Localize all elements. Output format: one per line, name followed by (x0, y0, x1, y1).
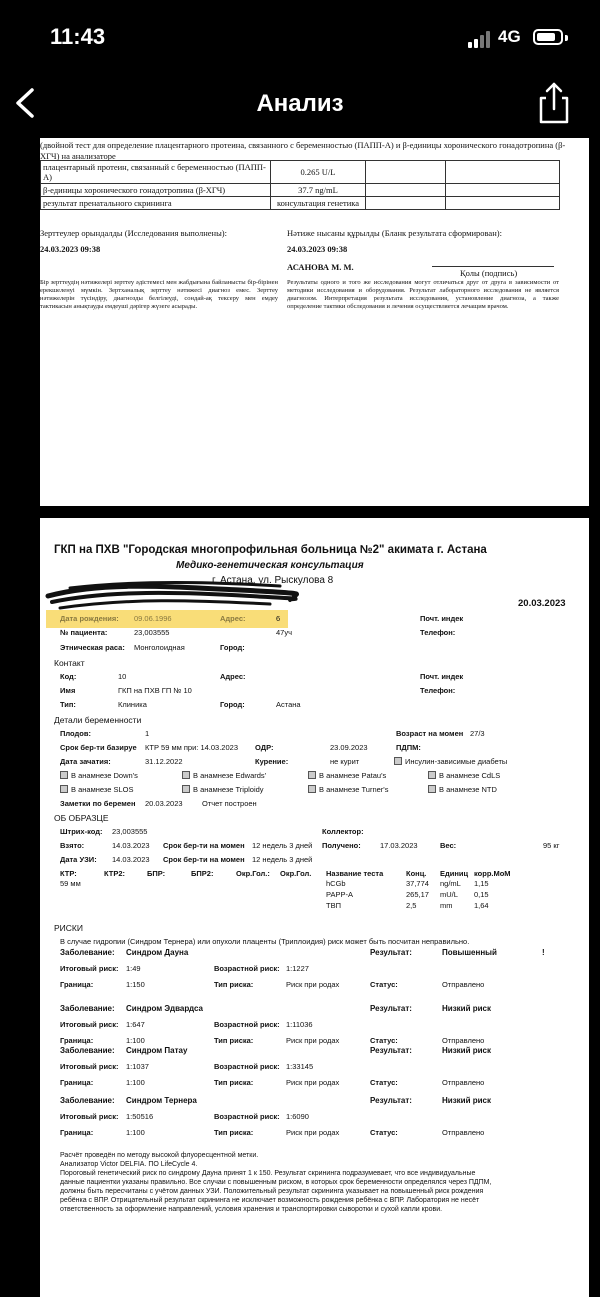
test-name: PAPP-A (326, 890, 353, 899)
history-label: В анамнезе Edwards' (193, 771, 267, 780)
footer-line: ответственность за оформление направлений, условия хранения и транспортировки сыворотки и сухой капли крови. (60, 1206, 443, 1213)
smoking-value: не курит (330, 757, 360, 766)
conception-value: 31.12.2022 (145, 757, 183, 766)
disease-label: Заболевание: (60, 1004, 115, 1013)
us-term-label: Срок бер-ти на момен (163, 855, 245, 864)
risk-type-value: Риск при родах (286, 1036, 340, 1045)
status-value: Отправлено (442, 980, 485, 989)
redaction-scribble (40, 576, 300, 614)
done-label: Зерттеулер орындалды (Исследования выполнены): (40, 228, 227, 238)
warning-mark: ! (542, 948, 545, 957)
report-date: 20.03.2023 (518, 598, 566, 609)
result-label: Результат: (370, 1046, 412, 1055)
col-bpr: БПР: (147, 869, 166, 878)
contact-city-value: Астана (276, 700, 301, 709)
battery-icon (533, 29, 563, 45)
border-label: Граница: (60, 1128, 94, 1137)
nav-bar (0, 70, 600, 138)
footer-line: Расчёт проведён по методу высокой флуоресцентной метки. (60, 1152, 259, 1159)
age-risk-label: Возрастной риск: (214, 1112, 280, 1121)
border-value: 1:100 (126, 1078, 145, 1087)
weight-value: 95 кг (543, 841, 560, 850)
age-risk-value: 1:11036 (286, 1020, 313, 1029)
dob-value: 09.06.1996 (134, 614, 172, 623)
age-risk-value: 1:33145 (286, 1062, 314, 1071)
test-unit: mU/L (440, 890, 458, 899)
signal-icon (468, 30, 490, 48)
us-date-value: 14.03.2023 (112, 855, 150, 864)
test-conc: 265,17 (406, 890, 429, 899)
border-value: 1:100 (126, 1128, 145, 1137)
status-label: Статус: (370, 980, 398, 989)
history-label: В анамнезе CdLS (439, 771, 501, 780)
col-unit: Единиц (440, 869, 469, 878)
test-value: 0.265 U/L (271, 161, 366, 184)
border-label: Граница: (60, 980, 94, 989)
col-ktr: КТР: (60, 869, 77, 878)
result-label: Результат: (370, 1096, 412, 1105)
address-value: 6 (276, 614, 281, 623)
age-value: 27/3 (470, 729, 485, 738)
contact-phone-label: Телефон: (420, 686, 456, 695)
age-label: Возраст на момен (396, 729, 464, 738)
note-kazakh: Бір зерттеудің нәтижелері зерттеу әдістемесі мен жабдығына байланысты бір-бірінен ерекшеленуі мүмкін. Зертханалық зерттеу нәтижесі диагноз емес. Зерттеу нәтижелерін түсіндіру, диагнозды белгілеуді, сондай-ақ тексеру мен емдеу тактикасын анықтауды емдеуші дәрігер жүзеге асырады. (40, 279, 278, 310)
risks-section-title: РИСКИ (54, 923, 83, 933)
city-label: Город: (220, 643, 245, 652)
hospital-address: г. Астана, ул. Рыскулова 8 (212, 575, 334, 586)
disease-label: Заболевание: (60, 1096, 115, 1105)
received-label: Получено: (322, 841, 361, 850)
diabetes-label: Инсулин-зависимые диабеты (405, 757, 508, 766)
fetus-value: 1 (145, 729, 150, 738)
type-value: Клиника (118, 700, 147, 709)
table-row (41, 161, 560, 184)
risk-type-label: Тип риска: (214, 1036, 254, 1045)
test-name: hCGb (326, 879, 346, 888)
address-value-2: 47уч (276, 628, 292, 637)
test-name: β-единицы хоронического гонадотропина (β-ХГЧ) (41, 184, 271, 197)
history-checkbox (308, 771, 386, 780)
total-risk-label: Итоговый риск: (60, 1112, 119, 1121)
status-time: 11:43 (50, 24, 106, 49)
result-value: Низкий риск (442, 1046, 491, 1055)
test-conc: 37,774 (406, 879, 429, 888)
signature-line (432, 266, 554, 267)
pdpm-label: ПДПМ: (396, 743, 421, 752)
sample-term-label: Срок бер-ти на момен (163, 841, 245, 850)
history-checkbox (60, 785, 134, 794)
status-label: Статус: (370, 1078, 398, 1087)
home-indicator[interactable] (195, 1276, 405, 1282)
col-conc: Конц. (406, 869, 427, 878)
col-head-circ: Окр.Гол.: (236, 869, 270, 878)
total-risk-label: Итоговый риск: (60, 1062, 119, 1071)
contact-section-title: Контакт (54, 658, 85, 668)
form-label: Нәтиже нысаны құрылды (Бланк результата сформирован): (287, 228, 502, 238)
history-label: В анамнезе NTD (439, 785, 497, 794)
risk-type-label: Тип риска: (214, 980, 254, 989)
notes-date: 20.03.2023 (145, 799, 183, 808)
col-test-name: Название теста (326, 869, 384, 878)
sample-term-value: 12 недель 3 дней (252, 841, 313, 850)
status-bar (0, 0, 600, 70)
contact-zip-label: Почт. индек (420, 672, 464, 681)
footer-line: должны быть пересчитаны с учётом данных УЗИ. Положительный результат скрининга указывает на повышенный риск рождения (60, 1188, 484, 1195)
status-label: Статус: (370, 1036, 398, 1045)
border-value: 1:100 (126, 1036, 145, 1045)
results-table (40, 160, 560, 210)
test-value: 37.7 ng/mL (271, 184, 366, 197)
disease-label: Заболевание: (60, 1046, 115, 1055)
diabetes-checkbox (394, 757, 507, 766)
sample-section-title: ОБ ОБРАЗЦЕ (54, 813, 109, 823)
term-value: КТР 59 мм при: 14.03.2023 (145, 743, 238, 752)
total-risk-value: 1:50516 (126, 1112, 154, 1121)
risks-warning: В случае гидропии (Синдром Тернера) или опухоли плаценты (Триплоидия) риск может быть посчитан неправильно. (60, 937, 470, 946)
barcode-label: Штрих-код: (60, 827, 103, 836)
risk-type-value: Риск при родах (286, 1078, 340, 1087)
history-label: В анамнезе Turner's (319, 785, 389, 794)
status-label: Статус: (370, 1128, 398, 1137)
risk-type-value: Риск при родах (286, 1128, 340, 1137)
us-date-label: Дата УЗИ: (60, 855, 97, 864)
contact-address-label: Адрес: (220, 672, 246, 681)
history-label: В анамнезе Down's (71, 771, 138, 780)
footer-line: Пороговый генетический риск по синдрому Дауна принят 1 к 150. Результат скрининга подразумевает, что все индивидуальные (60, 1170, 476, 1177)
ethnicity-label: Этническая раса: (60, 643, 125, 652)
page-title: Анализ (256, 90, 344, 117)
disease-name: Синдром Дауна (126, 948, 189, 957)
history-checkbox (428, 771, 500, 780)
disease-name: Синдром Патау (126, 1046, 188, 1055)
col-ktr2: КТР2: (104, 869, 126, 878)
phone-label: Телефон: (420, 628, 456, 637)
term-label: Срок бер-ти базируе (60, 743, 137, 752)
taken-value: 14.03.2023 (112, 841, 150, 850)
total-risk-value: 1:647 (126, 1020, 145, 1029)
code-label: Код: (60, 672, 77, 681)
test-conc: 2,5 (406, 901, 417, 910)
history-checkbox (308, 785, 388, 794)
table-row (41, 184, 560, 197)
doctor-name: АСАНОВА М. М. (287, 262, 354, 272)
dob-label: Дата рождения: (60, 614, 119, 623)
disease-label: Заболевание: (60, 948, 115, 957)
department-name: Медико-генетическая консультация (176, 560, 364, 571)
network-type: 4G (498, 27, 521, 46)
col-head-circ-2: Окр.Гол. (280, 869, 312, 878)
ktr-value: 59 мм (60, 879, 81, 888)
total-risk-value: 1:1037 (126, 1062, 149, 1071)
test-name: результат пренатального скрининга (41, 197, 271, 210)
risk-type-value: Риск при родах (286, 980, 340, 989)
test-mom: 1,15 (474, 879, 489, 888)
test-unit: ng/mL (440, 879, 461, 888)
border-value: 1:150 (126, 980, 145, 989)
test-mom: 1,64 (474, 901, 489, 910)
age-risk-label: Возрастной риск: (214, 964, 280, 973)
address-label: Адрес: (220, 614, 246, 623)
test-value: консультация генетика (271, 197, 366, 210)
col-mom: корр.МоМ (474, 869, 511, 878)
result-label: Результат: (370, 1004, 412, 1013)
disease-name: Синдром Эдвардса (126, 1004, 203, 1013)
history-label: В анамнезе Triploidy (193, 785, 264, 794)
history-label: В анамнезе SLOS (71, 785, 134, 794)
us-term-value: 12 недель 3 дней (252, 855, 313, 864)
result-label: Результат: (370, 948, 412, 957)
zip-label: Почт. индек (420, 614, 464, 623)
risk-type-label: Тип риска: (214, 1128, 254, 1137)
conception-label: Дата зачатия: (60, 757, 111, 766)
weight-label: Вес: (440, 841, 457, 850)
document-page-1[interactable] (40, 138, 589, 506)
form-date: 24.03.2023 09:38 (287, 244, 348, 254)
test-description: (двойной тест для определение плацентарного протеина, связанного с беременностью (ПАПП-А) и β-единицы хоронического гонадотропина (β-ХГЧ) на анализаторе (40, 140, 566, 161)
result-value: Низкий риск (442, 1096, 491, 1105)
patient-id-label: № пациента: (60, 628, 108, 637)
barcode-value: 23,003555 (112, 827, 148, 836)
age-risk-label: Возрастной риск: (214, 1020, 280, 1029)
notes-label: Заметки по беремен (60, 799, 136, 808)
name-value: ГКП на ПХВ ГП № 10 (118, 686, 192, 695)
name-label: Имя (60, 686, 76, 695)
share-icon[interactable] (532, 78, 576, 128)
pregnancy-section-title: Детали беременности (54, 715, 142, 725)
done-date: 24.03.2023 09:38 (40, 244, 101, 254)
patient-id: 23,003555 (134, 628, 170, 637)
border-label: Граница: (60, 1078, 94, 1087)
border-label: Граница: (60, 1036, 94, 1045)
total-risk-value: 1:49 (126, 964, 141, 973)
type-label: Тип: (60, 700, 76, 709)
col-bpr2: БПР2: (191, 869, 214, 878)
result-value: Повышенный (442, 948, 497, 957)
test-unit: mm (440, 901, 453, 910)
contact-city-label: Город: (220, 700, 245, 709)
footer-line: Анализатор Victor DELFIA. ПО LifeCycle 4. (60, 1161, 198, 1168)
smoking-label: Курение: (255, 757, 289, 766)
test-name: плацентарный протеин, связанный с беременностью (ПАПП-А) (41, 161, 271, 184)
age-risk-value: 1:1227 (286, 964, 309, 973)
fetus-label: Плодов: (60, 729, 91, 738)
risk-type-label: Тип риска: (214, 1078, 254, 1087)
test-name: ТВП (326, 901, 341, 910)
hospital-name: ГКП на ПХВ "Городская многопрофильная больница №2" акимата г. Астана (54, 544, 487, 556)
odr-label: ОДР: (255, 743, 274, 752)
age-risk-label: Возрастной риск: (214, 1062, 280, 1071)
taken-label: Взято: (60, 841, 85, 850)
ethnicity-value: Монголоидная (134, 643, 185, 652)
disease-name: Синдром Тернера (126, 1096, 197, 1105)
status-value: Отправлено (442, 1128, 485, 1137)
signature-label: Қолы (подпись) (460, 268, 518, 278)
age-risk-value: 1:6090 (286, 1112, 309, 1121)
history-checkbox (182, 785, 264, 794)
note-russian: Результаты одного и того же исследования могут отличаться друг от друга в зависимости от методики исследования и оборудования. Результат лабораторного исследования не является диагнозом. Интерпретация результата исследования, установление диагноза, а также определение тактики обследования и лечения осуществляется лечащим врачом. (287, 279, 559, 310)
footer-line: ребёнка с ВПР. Отрицательный результат скрининга не исключает возможность рождения ребёнка с ВПР. Лаборатория не несёт (60, 1197, 480, 1204)
result-value: Низкий риск (442, 1004, 491, 1013)
history-checkbox (60, 771, 138, 780)
history-label: В анамнезе Patau's (319, 771, 387, 780)
document-page-2[interactable] (40, 518, 589, 1297)
received-value: 17.03.2023 (380, 841, 418, 850)
code-value: 10 (118, 672, 127, 681)
status-value: Отправлено (442, 1036, 485, 1045)
table-row (41, 197, 560, 210)
status-value: Отправлено (442, 1078, 485, 1087)
total-risk-label: Итоговый риск: (60, 1020, 119, 1029)
history-checkbox (182, 771, 266, 780)
notes-value: Отчет построен (202, 799, 257, 808)
footer-line: данные пациентки указаны правильно. Все случаи с повышенным риском, в которых срок беременности определялся через ПДПМ, (60, 1179, 492, 1186)
test-mom: 0,15 (474, 890, 489, 899)
history-checkbox (428, 785, 497, 794)
collector-label: Коллектор: (322, 827, 364, 836)
total-risk-label: Итоговый риск: (60, 964, 119, 973)
odr-value: 23.09.2023 (330, 743, 368, 752)
